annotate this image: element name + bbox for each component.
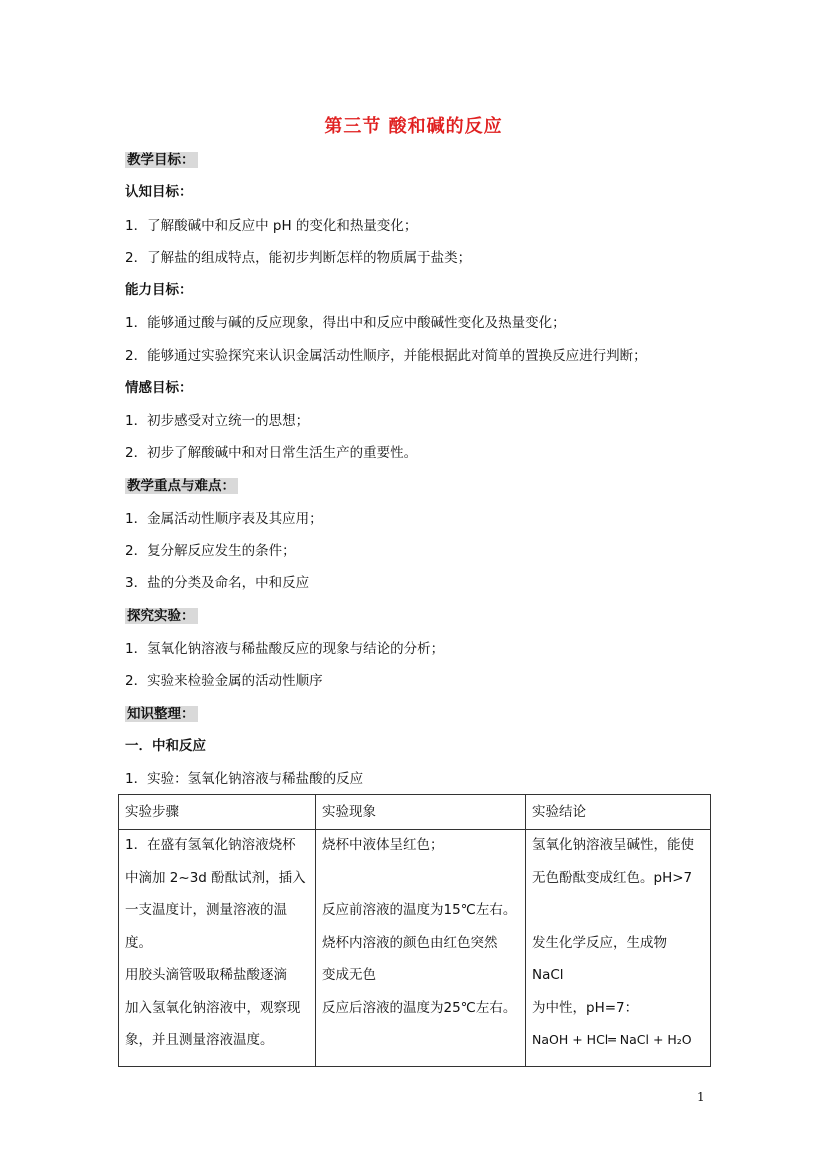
conclusion-line: 无色酚酞变成红色。pH>7 [532,869,693,886]
step-line: 度。 [125,934,152,951]
conclusion-line: 发生化学反应，生成物 [532,934,667,951]
phenomenon-line [322,1029,519,1062]
experiment-title: 1．实验：氢氧化钠溶液与稀盐酸的反应 [125,771,364,787]
key-item-1: 1．金属活动性顺序表及其应用； [125,511,323,527]
cognitive-item-1: 1．了解酸碱中和反应中 pH 的变化和热量变化； [125,218,418,234]
steps-cell [119,830,316,1067]
conclusion-line: 为中性，pH=7： [532,999,639,1016]
emotion-item-1: 1．初步感受对立统一的思想； [125,413,310,429]
step-line: 1．在盛有氢氧化钠溶液烧杯 [125,837,296,853]
heading-knowledge [125,704,198,724]
phenomenon-line: 变成无色 [322,967,376,983]
conclusion-line: 氢氧化钠溶液呈碱性，能使 [532,837,694,853]
heading-cognitive: 认知目标： [125,184,193,200]
equation-line: NaOH + HCl═ NaCl + H₂O [532,1032,692,1047]
heading-teaching-goals [125,150,198,170]
table-row [119,830,711,1067]
cognitive-item-2: 2．了解盐的组成特点，能初步判断怎样的物质属于盐类； [125,250,472,266]
experiment-item-2: 2．实验来检验金属的活动性顺序 [125,673,323,689]
phenomenon-line: 反应前溶液的温度为15℃左右。 [322,902,517,918]
heading-key-points-text: 教学重点与难点： [125,478,238,494]
ability-item-2: 2．能够通过实验探究来认识金属活动性顺序，并能根据此对简单的置换反应进行判断； [125,348,647,364]
header-conclusions: 实验结论 [526,795,711,830]
experiment-table [118,794,711,1067]
emotion-item-2: 2．初步了解酸碱中和对日常生活生产的重要性。 [125,445,418,461]
conclusion-line [532,899,704,932]
page-number: 1 [697,1090,705,1104]
page-title: 第三节 酸和碱的反应 [324,116,503,137]
phenomena-cell [316,830,526,1067]
phenomenon-line: 反应后溶液的温度为25℃左右。 [322,999,517,1016]
heading-experiment-text: 探究实验： [125,608,198,624]
header-phenomena: 实验现象 [316,795,526,830]
heading-teaching-goals-text: 教学目标： [125,152,198,168]
step-line: 中滴加 2~3d 酚酞试剂，插入 [125,869,306,886]
header-steps: 实验步骤 [119,795,316,830]
step-line: 一支温度计，测量溶液的温 [125,902,287,918]
key-item-2: 2．复分解反应发生的条件； [125,543,296,559]
conclusions-cell [526,830,711,1067]
table-header-row [119,795,711,830]
key-item-3: 3．盐的分类及命名，中和反应 [125,575,310,591]
heading-knowledge-text: 知识整理： [125,706,198,722]
phenomenon-line [322,867,519,900]
experiment-item-1: 1．氢氧化钠溶液与稀盐酸反应的现象与结论的分析； [125,641,445,657]
heading-key-points [125,476,238,496]
step-line: 用胶头滴管吸取稀盐酸逐滴 [125,967,287,983]
heading-emotion: 情感目标： [125,380,193,396]
phenomenon-line: 烧杯内溶液的颜色由红色突然 [322,934,498,951]
step-line: 加入氢氧化钠溶液中，观察现 [125,999,301,1016]
conclusion-line: NaCl [532,967,564,983]
heading-ability: 能力目标： [125,282,193,298]
phenomenon-line: 烧杯中液体呈红色； [322,837,444,853]
heading-experiment [125,606,198,626]
step-line: 象，并且测量溶液温度。 [125,1032,274,1048]
heading-section1: 一．中和反应 [125,738,206,754]
ability-item-1: 1．能够通过酸与碱的反应现象，得出中和反应中酸碱性变化及热量变化； [125,315,566,331]
